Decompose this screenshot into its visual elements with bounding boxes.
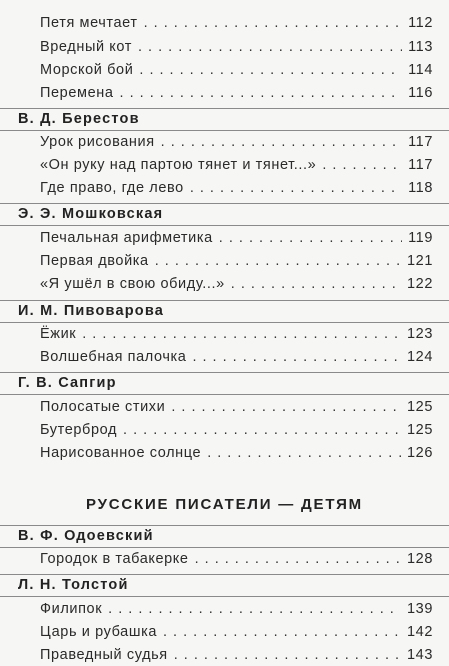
leader-dots [123,419,401,441]
divider [0,596,449,597]
leader-dots [82,323,401,345]
toc-entry-page: 116 [408,85,433,101]
toc-entry-title: Морской бой [40,62,134,78]
toc-entry [40,644,433,666]
toc-entry-page: 126 [407,445,433,461]
leader-dots [190,177,402,199]
toc-entry-page: 143 [407,647,433,663]
leader-dots [192,346,401,368]
divider [0,525,449,526]
toc-entry-title: Перемена [40,85,114,101]
toc-entry-page: 125 [407,422,433,438]
toc-entry [40,419,433,441]
divider [0,225,449,226]
leader-dots [171,396,401,418]
toc-entry-page: 139 [407,601,433,617]
toc-entry-page: 125 [407,399,433,415]
toc-entry-title: Царь и рубашка [40,624,157,640]
toc-entry [40,131,433,153]
author-heading: Г. В. Сапгир [18,375,117,391]
toc-entry-title: Ёжик [40,326,77,342]
divider [0,394,449,395]
toc-entry-title: Филипок [40,601,103,617]
toc-entry [40,346,433,368]
toc-entry-title: Волшебная палочка [40,349,187,365]
author-heading: Л. Н. Толстой [18,577,129,593]
divider [0,372,449,373]
leader-dots [174,644,401,666]
toc-entry [40,548,433,570]
toc-entry [40,250,433,272]
toc-entry [40,154,433,176]
toc-entry-title: «Я ушёл в свою обиду...» [40,276,225,292]
toc-entry-title: Урок рисования [40,134,155,150]
toc-entry-page: 118 [408,180,433,196]
toc-entry-page: 124 [407,349,433,365]
toc-entry-page: 121 [407,253,433,269]
toc-entry-page: 114 [408,62,433,78]
toc-entry-title: Где право, где лево [40,180,184,196]
toc-entry [40,598,433,620]
toc-entry-page: 119 [408,230,433,246]
toc-entry [40,36,433,58]
leader-dots [219,227,402,249]
toc-entry [40,177,433,199]
toc-entry-title: Вредный кот [40,39,132,55]
toc-entry [40,59,433,81]
author-heading: Э. Э. Мошковская [18,206,164,222]
leader-dots [138,36,402,58]
toc-entry-page: 117 [408,157,433,173]
toc-entry [40,82,433,104]
leader-dots [108,598,401,620]
divider [0,203,449,204]
divider [0,300,449,301]
toc-entry-title: Первая двойка [40,253,149,269]
toc-entry-title: Бутерброд [40,422,118,438]
toc-entry-page: 142 [407,624,433,640]
author-heading: И. М. Пивоварова [18,303,165,319]
toc-entry [40,396,433,418]
toc-entry [40,442,433,464]
leader-dots [163,621,401,643]
leader-dots [207,442,401,464]
toc-entry [40,12,433,34]
leader-dots [139,59,402,81]
leader-dots [322,154,402,176]
toc-entry-title: «Он руку над партою тянет и тянет...» [40,157,317,173]
leader-dots [155,250,401,272]
toc-entry [40,273,433,295]
toc-entry-page: 122 [407,276,433,292]
divider [0,108,449,109]
toc-entry-page: 112 [408,15,433,31]
divider [0,574,449,575]
leader-dots [120,82,403,104]
author-heading: В. Д. Берестов [18,111,140,127]
toc-entry-page: 113 [408,39,433,55]
leader-dots [161,131,402,153]
toc-entry-page: 128 [407,551,433,567]
leader-dots [231,273,401,295]
toc-entry [40,323,433,345]
toc-entry-title: Печальная арифметика [40,230,213,246]
section-heading: РУССКИЕ ПИСАТЕЛИ — ДЕТЯМ [86,496,363,513]
toc-entry [40,227,433,249]
toc-entry-page: 117 [408,134,433,150]
leader-dots [195,548,401,570]
leader-dots [144,12,402,34]
toc-entry-title: Полосатые стихи [40,399,166,415]
toc-entry-page: 123 [407,326,433,342]
toc-entry-title: Нарисованное солнце [40,445,202,461]
author-heading: В. Ф. Одоевский [18,528,154,544]
toc-entry [40,621,433,643]
toc-entry-title: Городок в табакерке [40,551,189,567]
toc-entry-title: Петя мечтает [40,15,138,31]
toc-entry-title: Праведный судья [40,647,168,663]
